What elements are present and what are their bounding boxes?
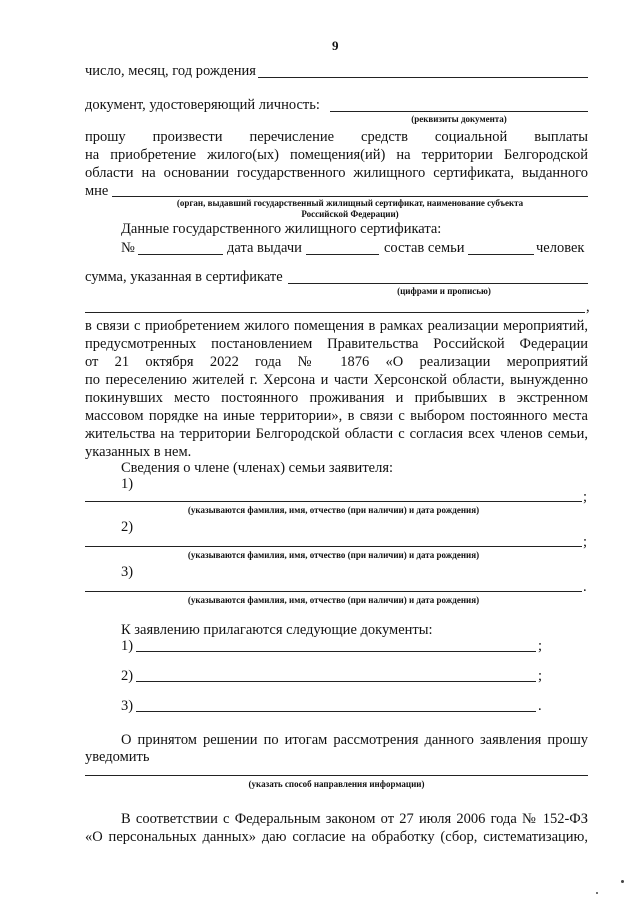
issuer-hint-1: (орган, выдавший государственный жилищный сертификат, наименование субъекта (176, 198, 524, 208)
member-end: . (583, 579, 587, 595)
reason-line: жительства на территории Белгородской области с согласия всех членов семьи, (85, 426, 588, 442)
birth-date-field[interactable] (258, 77, 588, 78)
doc-end: ; (538, 668, 543, 684)
reason-line: по переселению жителей г. Херсона и части Херсонской области, вынужденно (85, 372, 588, 388)
member-3-field[interactable] (85, 591, 582, 592)
member-hint: (указываются фамилия, имя, отчество (при наличии) и дата рождения) (187, 550, 480, 560)
member-end: ; (583, 534, 588, 550)
family-size-field[interactable] (468, 254, 534, 255)
request-line: мне (85, 183, 109, 199)
sum-field-2[interactable] (85, 312, 585, 313)
reason-line: в связи с приобретением жилого помещения в рамках реализации мероприятий, (85, 318, 588, 334)
member-end: ; (583, 489, 588, 505)
reason-line: покинувших место постоянного проживания и прибывших в экстренном (85, 390, 588, 406)
cert-date-field[interactable] (306, 254, 379, 255)
reason-line: указанных в нем. (85, 444, 192, 460)
member-num: 1) (121, 476, 134, 492)
doc-1-field[interactable] (136, 651, 536, 652)
request-line: на приобретение жилого(ых) помещения(ий) на территории Белгородской (85, 147, 588, 163)
member-hint: (указываются фамилия, имя, отчество (при наличии) и дата рождения) (187, 595, 480, 605)
doc-end: . (538, 698, 542, 714)
attached-label: К заявлению прилагаются следующие документы: (121, 622, 433, 638)
consent-line: «О персональных данных» даю согласие на обработку (сбор, систематизацию, (85, 829, 588, 845)
member-2-field[interactable] (85, 546, 582, 547)
doc-2-field[interactable] (136, 681, 536, 682)
scan-speck (596, 892, 598, 894)
member-hint: (указываются фамилия, имя, отчество (при наличии) и дата рождения) (187, 505, 480, 515)
notify-field[interactable] (85, 775, 588, 776)
member-1-field[interactable] (85, 501, 582, 502)
sum-hint: (цифрами и прописью) (397, 286, 491, 296)
doc-num: 1) (121, 638, 134, 654)
birth-date-label: число, месяц, год рождения (85, 63, 256, 79)
cert-data-label: Данные государственного жилищного сертификата: (121, 221, 442, 237)
id-doc-label: документ, удостоверяющий личность: (85, 97, 320, 113)
scan-speck (621, 880, 624, 883)
doc-num: 3) (121, 698, 134, 714)
sum-field[interactable] (288, 283, 588, 284)
family-size-label: состав семьи (384, 240, 465, 256)
sum-label: сумма, указанная в сертификате (85, 269, 283, 285)
reason-line: предусмотренных постановлением Правительства Российской Федерации (85, 336, 588, 352)
doc-3-field[interactable] (136, 711, 536, 712)
cert-no-label: № (121, 240, 135, 256)
notify-hint: (указать способ направления информации) (248, 779, 425, 789)
persons-label: человек (536, 240, 585, 256)
member-num: 3) (121, 564, 134, 580)
request-line: области на основании государственного жилищного сертификата, выданного (85, 165, 588, 181)
issuer-field[interactable] (112, 196, 588, 197)
id-doc-hint: (реквизиты документа) (411, 114, 507, 124)
consent-line: В соответствии с Федеральным законом от 27 июля 2006 года № 152-ФЗ (121, 811, 588, 827)
cert-no-field[interactable] (138, 254, 223, 255)
members-label: Сведения о члене (членах) семьи заявителя: (121, 460, 394, 476)
member-num: 2) (121, 519, 134, 535)
doc-end: ; (538, 638, 543, 654)
cert-date-label: дата выдачи (227, 240, 302, 256)
doc-num: 2) (121, 668, 134, 684)
sum-comma: , (586, 299, 590, 315)
request-line: прошу произвести перечисление средств социальной выплаты (85, 129, 588, 145)
page-number: 9 (332, 38, 339, 53)
reason-line: массовом порядке на иные территории», в связи с выбором постоянного места (85, 408, 588, 424)
reason-line: от 21 октября 2022 года № 1876 «О реализации мероприятий (85, 354, 588, 370)
id-doc-field[interactable] (330, 111, 588, 112)
notify-line-1: О принятом решении по итогам рассмотрения данного заявления прошу (121, 732, 588, 748)
notify-line-2: уведомить (85, 749, 150, 765)
issuer-hint-2: Российской Федерации) (301, 209, 399, 219)
